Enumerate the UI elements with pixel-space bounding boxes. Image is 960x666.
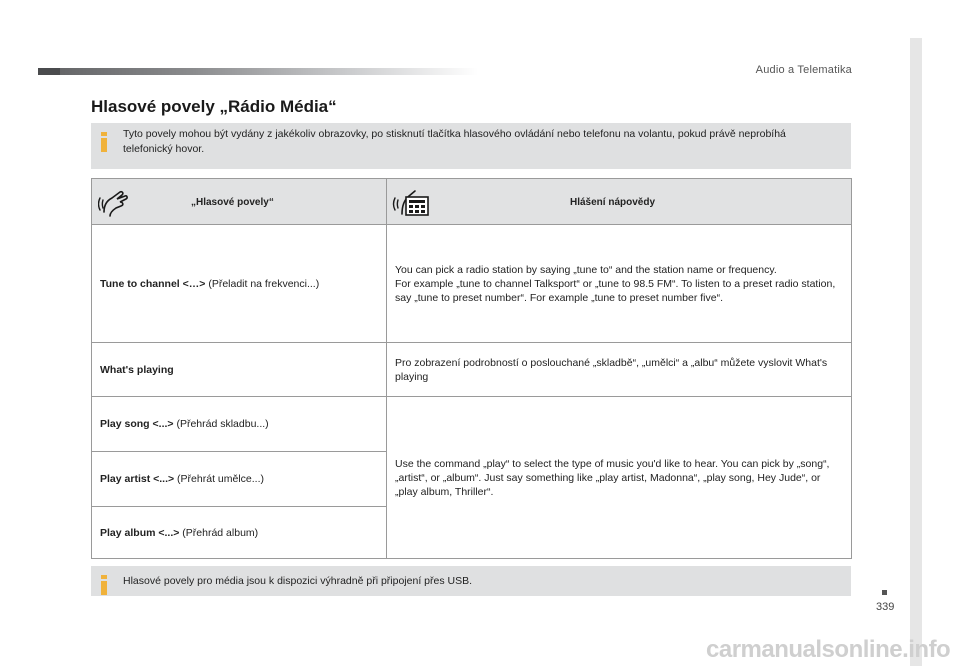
- command-text: Play album <...>: [100, 526, 180, 539]
- page-marker: [882, 590, 887, 595]
- info-box-bottom: [91, 566, 851, 596]
- command-translation: (Přehrád skladbu...): [173, 418, 269, 430]
- command-text: What's playing: [100, 363, 174, 376]
- help-text-line: Pro zobrazení podrobností o poslouchané „skladbě“, „umělci“ a „albu“ můžete vyslovit What's playing: [395, 356, 828, 383]
- voice-help-screen-icon: [391, 186, 431, 218]
- command-text: Play artist <...>: [100, 473, 175, 485]
- header-gradient-bar: [38, 68, 478, 75]
- command-text: Tune to channel <…>: [100, 277, 206, 290]
- watermark: carmanualsonline.info: [706, 636, 951, 663]
- info-text-top: Tyto povely mohou být vydány z jakékoliv obrazovky, po stisknutí tlačítka hlasového ovládání nebo telefonu na volantu, pokud právě neprobíhá telefonický hovor.: [123, 128, 786, 155]
- command-translation: (Přeladit na frekvenci...): [205, 277, 320, 290]
- header-commands-label: „Hlasové povely“: [191, 197, 274, 208]
- command-translation: (Přehrád album): [179, 526, 259, 539]
- command-cell-tune: [92, 225, 387, 343]
- help-cell-whats-playing: [387, 343, 851, 397]
- help-text-shared: Use the command „play“ to select the type of music you'd like to hear. You can pick by „song“, „artist“, or „album“. Just say something like „play artist, Madonna“, „play song, Hey Jude“, or „play album, Thriller“.: [395, 457, 830, 498]
- help-cell-play: [387, 397, 851, 558]
- table-header-commands: [92, 179, 387, 225]
- page-number: 339: [876, 601, 895, 613]
- help-text-line: For example „tune to channel Talksport“ or „tune to 98.5 FM“. To listen to a preset radio station, say „tune to preset number“. For example „tune to preset number five“.: [395, 277, 836, 304]
- header-help-label: Hlášení nápovědy: [570, 197, 656, 208]
- command-cell-play-artist: [92, 452, 387, 507]
- info-box-top: [91, 123, 851, 169]
- command-cell-whats-playing: [92, 343, 387, 397]
- right-margin-rail: [910, 38, 922, 666]
- section-label: Audio a Telematika: [755, 64, 852, 76]
- command-translation: (Přehrát umělce...): [174, 473, 265, 485]
- command-cell-play-album: [92, 507, 387, 558]
- help-cell-tune: [387, 225, 851, 343]
- table-header-help: [387, 179, 851, 225]
- help-text-line: You can pick a radio station by saying „tune to“ and the station name or frequency.: [395, 263, 777, 276]
- command-cell-play-song: [92, 397, 387, 452]
- info-icon: [101, 575, 107, 595]
- voice-commands-table: [91, 178, 852, 559]
- info-text-bottom: Hlasové povely pro média jsou k dispozici výhradně při připojení přes USB.: [123, 575, 473, 587]
- voice-command-hand-icon: [98, 186, 134, 218]
- page-title: Hlasové povely „Rádio Média“: [91, 97, 337, 116]
- info-icon: [101, 132, 107, 152]
- command-text: Play song <...>: [100, 418, 174, 430]
